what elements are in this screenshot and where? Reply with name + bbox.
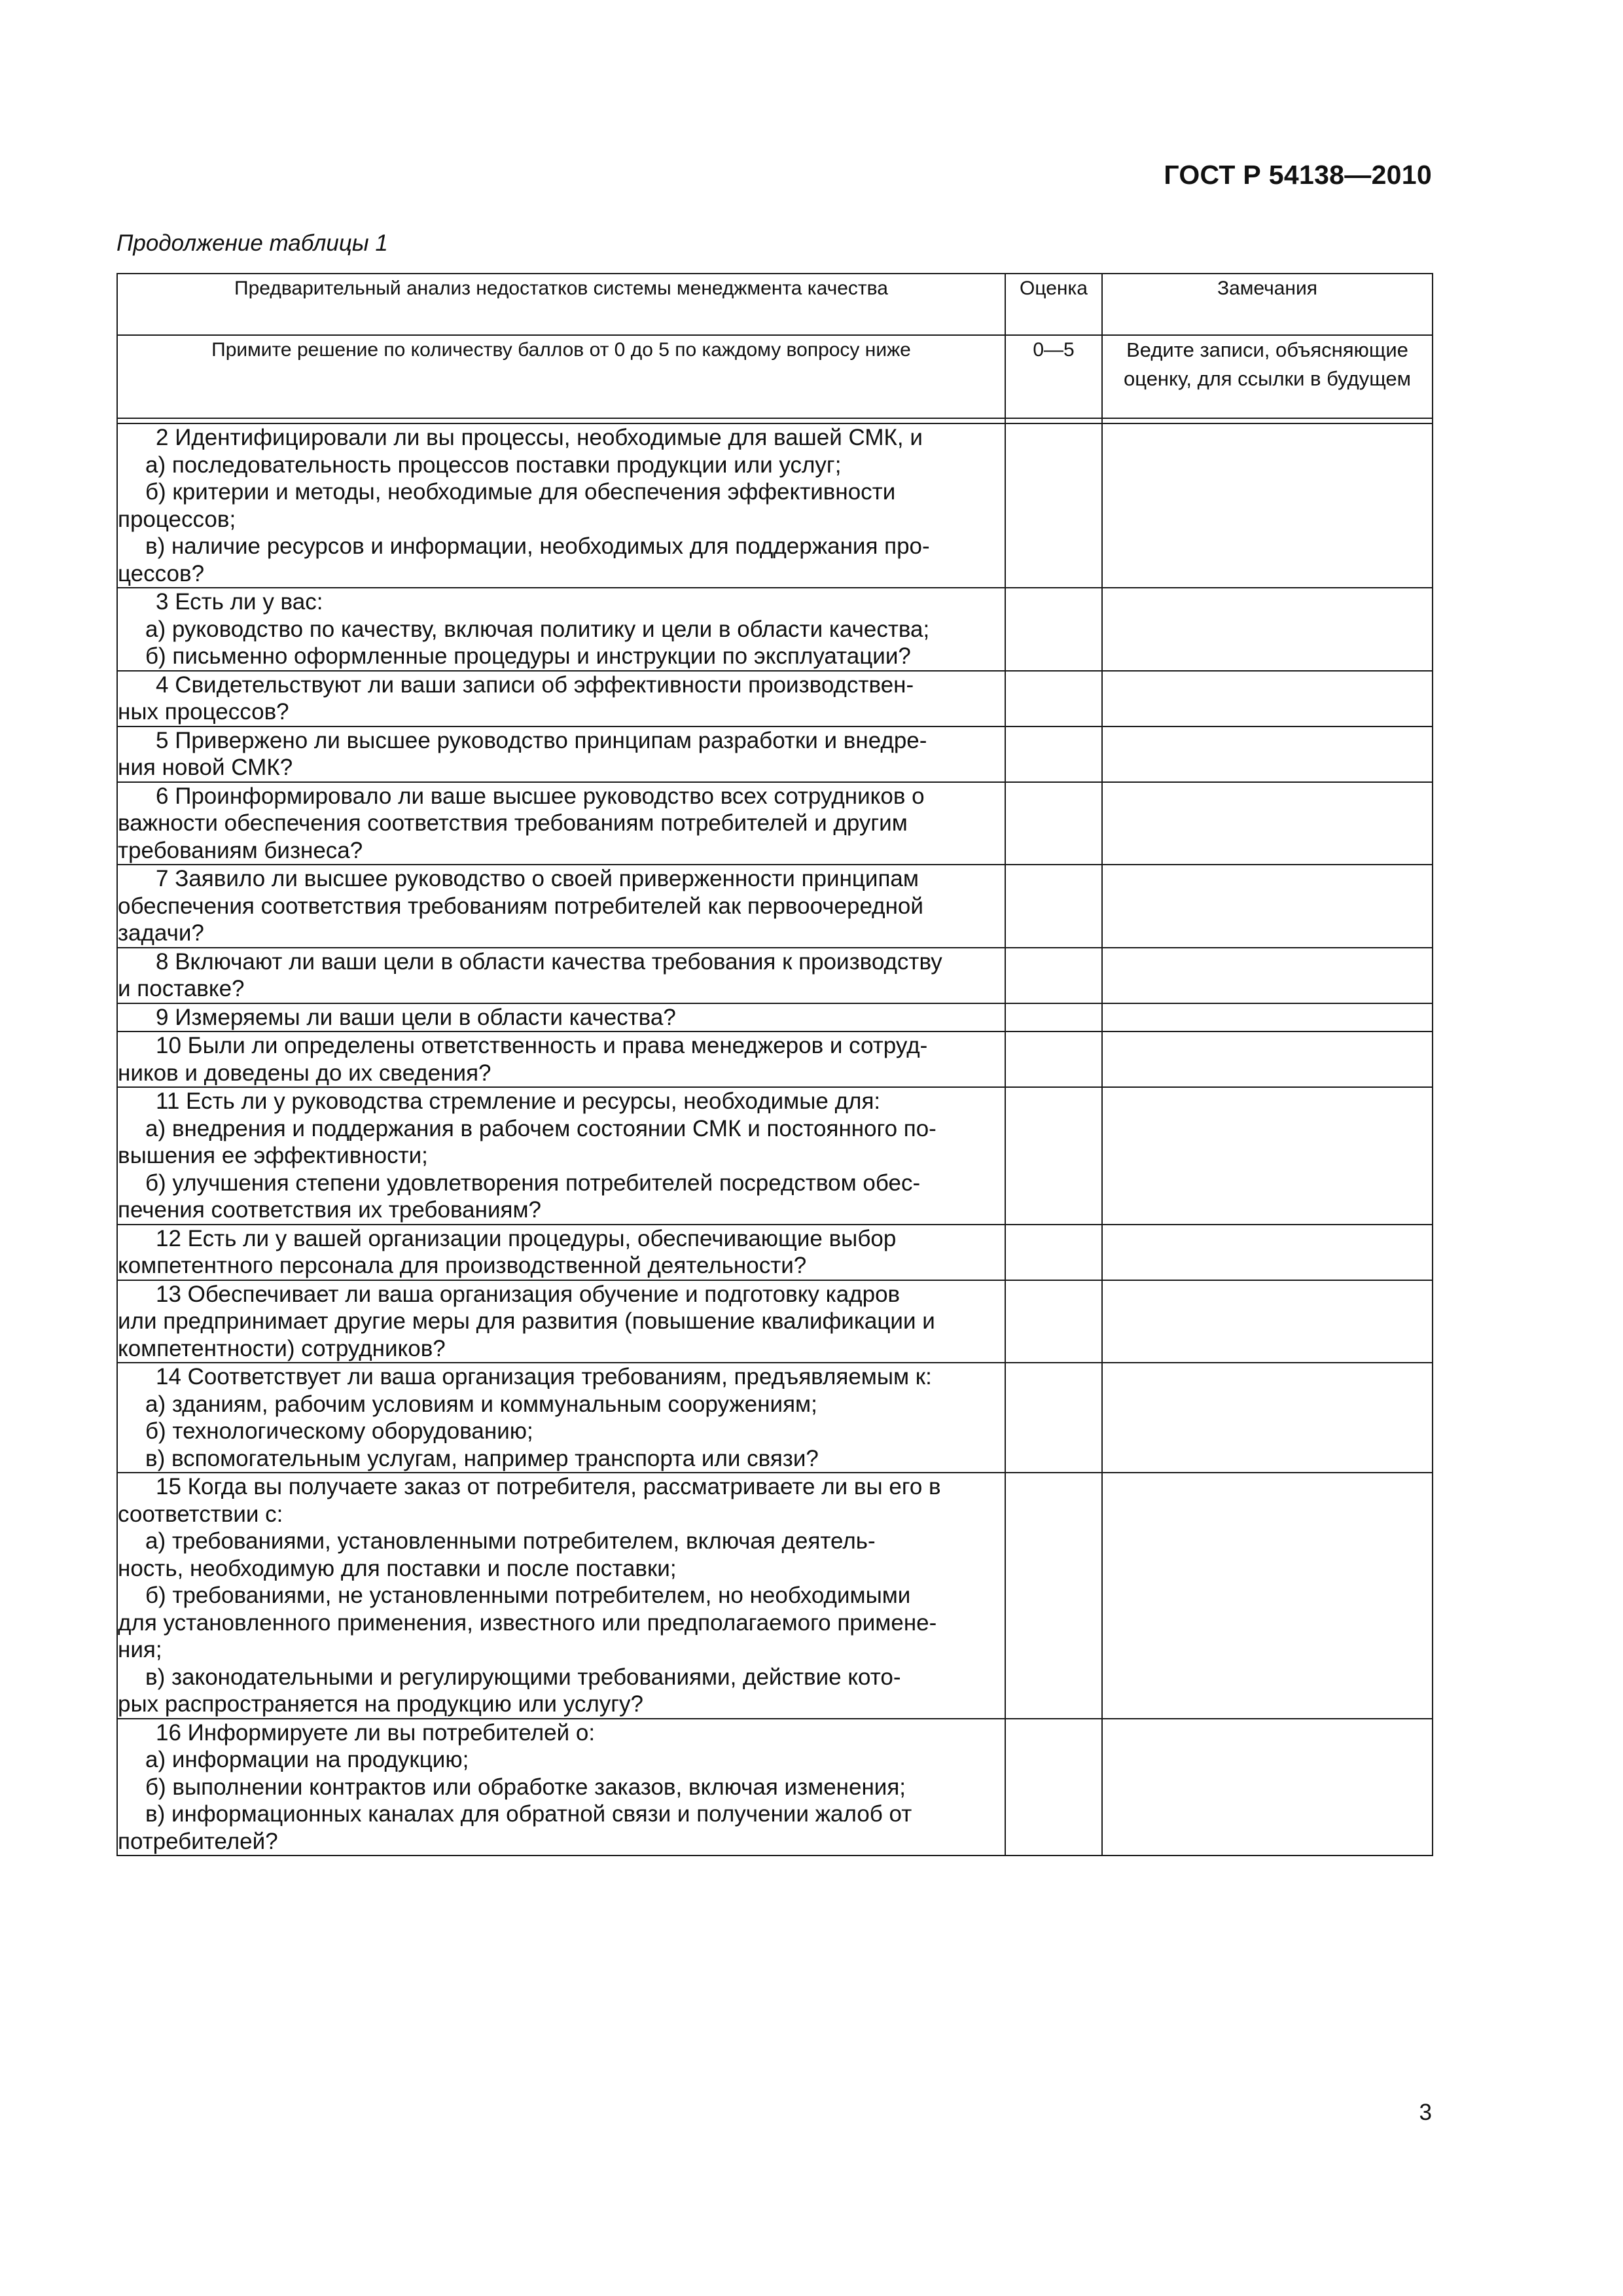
remarks-cell[interactable] <box>1102 1363 1433 1473</box>
table-row <box>117 1003 1433 1032</box>
question-cell <box>117 671 1005 726</box>
question-text-continued: важности обеспечения соответствия требованиям потребителей и другим <box>118 810 908 836</box>
question-subitem: в) информационных каналах для обратной связи и получении жалоб от <box>145 1801 912 1827</box>
question-subitem: б) технологическому оборудованию; <box>145 1418 533 1444</box>
header-separator <box>117 418 1433 423</box>
question-text: 15 Когда вы получаете заказ от потребителя, рассматриваете ли вы его в <box>156 1474 941 1499</box>
question-text-continued: рых распространяется на продукцию или услугу? <box>118 1691 643 1717</box>
table-row <box>117 1363 1433 1473</box>
question-subitem: в) наличие ресурсов и информации, необходимых для поддержания про- <box>145 533 930 559</box>
question-text: 10 Были ли определены ответственность и права менеджеров и сотруд- <box>156 1033 928 1058</box>
question-text-continued: ния; <box>118 1637 162 1662</box>
question-text-continued: компетентности) сотрудников? <box>118 1335 446 1361</box>
question-text-continued: процессов; <box>118 506 236 532</box>
score-cell[interactable] <box>1005 588 1102 671</box>
table-row <box>117 1087 1433 1225</box>
separator-cell <box>117 418 1005 423</box>
question-text-continued: для установленного применения, известного или предполагаемого примене- <box>118 1609 937 1636</box>
question-subitem: а) последовательность процессов поставки продукции или услуг; <box>145 452 842 478</box>
score-cell[interactable] <box>1005 1087 1102 1225</box>
question-text-continued: ния новой СМК? <box>118 755 293 780</box>
remarks-cell[interactable] <box>1102 782 1433 865</box>
question-cell <box>117 1225 1005 1280</box>
question-text-continued: печения соответствия их требованиям? <box>118 1197 541 1223</box>
remarks-cell[interactable] <box>1102 1280 1433 1363</box>
question-text-continued: или предпринимает другие меры для развития (повышение квалификации и <box>118 1308 935 1334</box>
question-text: 14 Соответствует ли ваша организация требованиям, предъявляемым к: <box>156 1364 932 1390</box>
assessment-table <box>116 273 1433 1856</box>
question-cell <box>117 1280 1005 1363</box>
column-header-score: Оценка <box>1005 274 1102 335</box>
question-text-continued: вышения ее эффективности; <box>118 1143 428 1168</box>
question-subitem: б) улучшения степени удовлетворения потребителей посредством обес- <box>145 1170 921 1196</box>
remarks-hint <box>1102 335 1433 418</box>
question-cell <box>117 1363 1005 1473</box>
question-text-continued: цессов? <box>118 560 205 586</box>
table-row <box>117 1473 1433 1719</box>
question-text: 8 Включают ли ваши цели в области качества требования к производству <box>156 948 942 975</box>
question-subitem: а) зданиям, рабочим условиям и коммунальным сооружениям; <box>145 1391 817 1417</box>
question-subitem: б) критерии и методы, необходимые для обеспечения эффективности <box>145 479 896 505</box>
remarks-cell[interactable] <box>1102 671 1433 726</box>
question-text: 4 Свидетельствуют ли ваши записи об эффективности производствен- <box>156 672 914 698</box>
question-text-continued: ников и доведены до их сведения? <box>118 1060 491 1086</box>
question-text: 3 Есть ли у вас: <box>156 589 323 615</box>
question-cell <box>117 782 1005 865</box>
score-cell[interactable] <box>1005 671 1102 726</box>
table-row <box>117 1719 1433 1856</box>
question-text-continued: задачи? <box>118 920 204 946</box>
question-text: 12 Есть ли у вашей организации процедуры, обеспечивающие выбор <box>156 1225 897 1251</box>
question-text: 11 Есть ли у руководства стремление и ресурсы, необходимые для: <box>156 1088 881 1114</box>
question-text: 16 Информируете ли вы потребителей о: <box>156 1719 596 1746</box>
question-text-continued: соответствии с: <box>118 1501 283 1527</box>
remarks-cell[interactable] <box>1102 588 1433 671</box>
instruction-text: Примите решение по количеству баллов от 0 до 5 по каждому вопросу ниже <box>117 335 1005 418</box>
table-row <box>117 865 1433 948</box>
question-subitem: б) выполнении контрактов или обработке заказов, включая изменения; <box>145 1774 906 1800</box>
score-cell[interactable] <box>1005 1363 1102 1473</box>
question-subitem: б) требованиями, не установленными потребителем, но необходимыми <box>145 1583 911 1608</box>
score-cell[interactable] <box>1005 423 1102 588</box>
question-cell <box>117 423 1005 588</box>
question-subitem: в) вспомогательным услугам, например транспорта или связи? <box>145 1445 819 1471</box>
remarks-cell[interactable] <box>1102 865 1433 948</box>
separator-cell <box>1005 418 1102 423</box>
remarks-cell[interactable] <box>1102 423 1433 588</box>
question-text: 6 Проинформировало ли ваше высшее руководство всех сотрудников о <box>156 783 925 809</box>
table-instruction-row <box>117 335 1433 418</box>
score-cell[interactable] <box>1005 1280 1102 1363</box>
remarks-cell[interactable] <box>1102 1031 1433 1087</box>
remarks-cell[interactable] <box>1102 1003 1433 1032</box>
question-subitem: а) внедрения и поддержания в рабочем состоянии СМК и постоянного по- <box>145 1115 936 1141</box>
score-cell[interactable] <box>1005 782 1102 865</box>
score-cell[interactable] <box>1005 1003 1102 1032</box>
question-cell <box>117 865 1005 948</box>
question-text-continued: обеспечения соответствия требованиям потребителей как первоочередной <box>118 893 923 919</box>
question-text: 5 Привержено ли высшее руководство принципам разработки и внедре- <box>156 727 927 753</box>
remarks-cell[interactable] <box>1102 1719 1433 1856</box>
score-cell[interactable] <box>1005 1473 1102 1719</box>
column-header-remarks: Замечания <box>1102 274 1433 335</box>
score-range: 0—5 <box>1005 335 1102 418</box>
score-cell[interactable] <box>1005 1719 1102 1856</box>
remarks-cell[interactable] <box>1102 1225 1433 1280</box>
score-cell[interactable] <box>1005 1225 1102 1280</box>
question-cell <box>117 948 1005 1003</box>
score-cell[interactable] <box>1005 726 1102 782</box>
column-header-question: Предварительный анализ недостатков системы менеджмента качества <box>117 274 1005 335</box>
table-row <box>117 782 1433 865</box>
table-row <box>117 671 1433 726</box>
table-row <box>117 1031 1433 1087</box>
table-row <box>117 1280 1433 1363</box>
score-cell[interactable] <box>1005 865 1102 948</box>
question-cell <box>117 1087 1005 1225</box>
question-text: 13 Обеспечивает ли ваша организация обучение и подготовку кадров <box>156 1281 901 1307</box>
table-row <box>117 423 1433 588</box>
question-cell <box>117 588 1005 671</box>
table-continuation-caption: Продолжение таблицы 1 <box>116 230 388 256</box>
remarks-hint-line: оценку, для ссылки в будущем <box>1124 367 1411 390</box>
document-code: ГОСТ Р 54138—2010 <box>1164 160 1432 190</box>
question-text-continued: ных процессов? <box>118 699 289 725</box>
question-cell <box>117 1003 1005 1032</box>
table-row <box>117 948 1433 1003</box>
question-text-continued: компетентного персонала для производственной деятельности? <box>118 1253 807 1278</box>
question-subitem: б) письменно оформленные процедуры и инструкции по эксплуатации? <box>145 643 911 669</box>
table-row <box>117 1225 1433 1280</box>
question-text-continued: требованиям бизнеса? <box>118 837 363 863</box>
remarks-cell[interactable] <box>1102 726 1433 782</box>
question-text-continued: и поставке? <box>118 976 245 1001</box>
question-subitem: а) руководство по качеству, включая политику и цели в области качества; <box>145 616 930 642</box>
remarks-cell[interactable] <box>1102 1087 1433 1225</box>
question-subitem: а) информации на продукцию; <box>145 1747 469 1772</box>
table-header-row <box>117 274 1433 335</box>
question-subitem: в) законодательными и регулирующими требованиями, действие кото- <box>145 1664 901 1690</box>
score-cell[interactable] <box>1005 948 1102 1003</box>
remarks-cell[interactable] <box>1102 1473 1433 1719</box>
score-cell[interactable] <box>1005 1031 1102 1087</box>
question-cell <box>117 1473 1005 1719</box>
question-text-continued: потребителей? <box>118 1828 278 1854</box>
question-cell <box>117 726 1005 782</box>
question-text: 7 Заявило ли высшее руководство о своей приверженности принципам <box>156 866 919 891</box>
question-cell <box>117 1031 1005 1087</box>
question-text: 2 Идентифицировали ли вы процессы, необходимые для вашей СМК, и <box>156 425 923 450</box>
question-text: 9 Измеряемы ли ваши цели в области качества? <box>156 1004 676 1030</box>
remarks-cell[interactable] <box>1102 948 1433 1003</box>
question-subitem: а) требованиями, установленными потребителем, включая деятель- <box>145 1528 876 1554</box>
page-number: 3 <box>1419 2100 1432 2125</box>
table-row <box>117 726 1433 782</box>
table-row <box>117 588 1433 671</box>
separator-cell <box>1102 418 1433 423</box>
question-cell <box>117 1719 1005 1856</box>
question-text-continued: ность, необходимую для поставки и после поставки; <box>118 1555 677 1581</box>
remarks-hint-line: Ведите записи, объясняющие <box>1126 338 1408 361</box>
